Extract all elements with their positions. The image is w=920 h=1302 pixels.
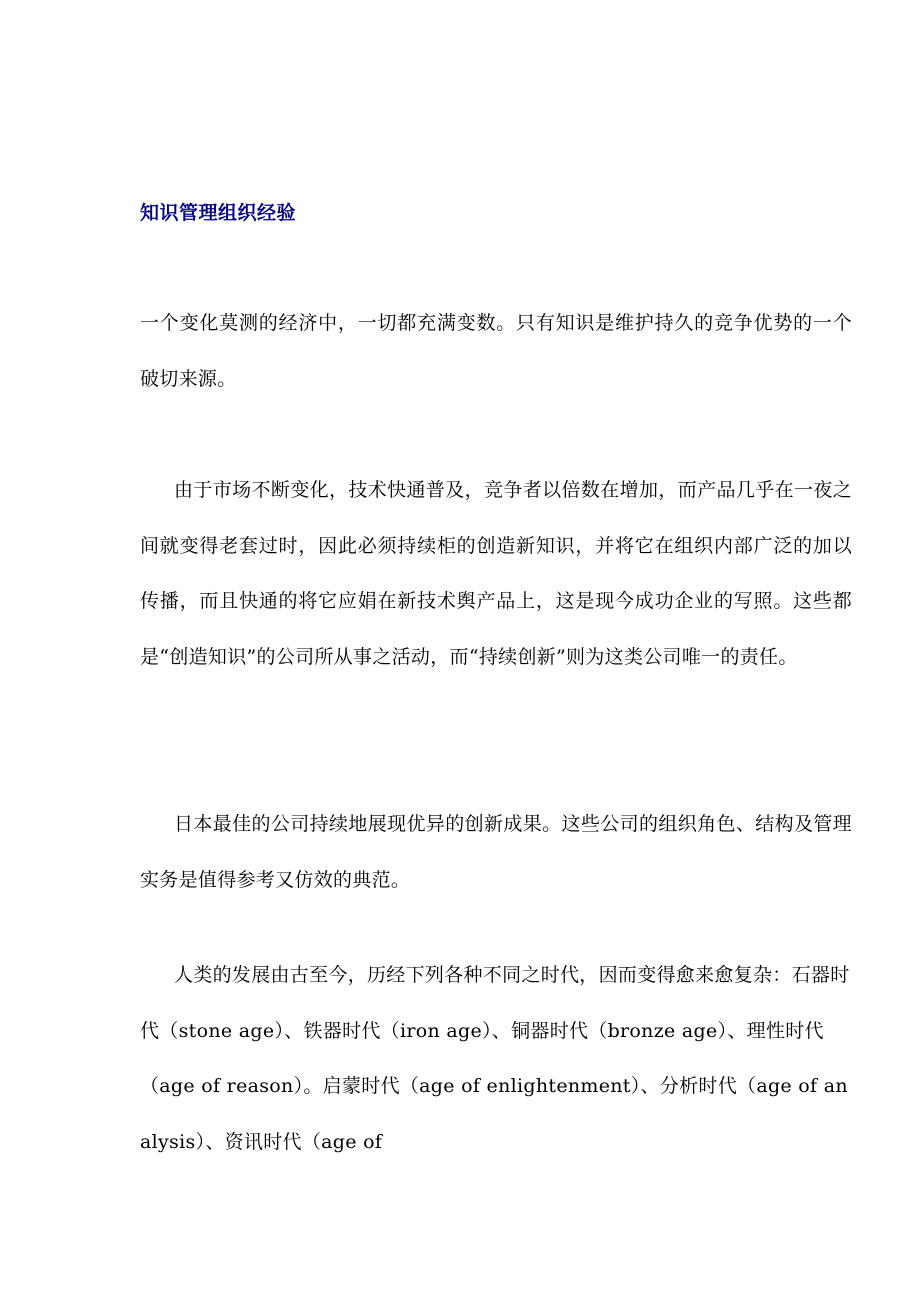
paragraph-market-change: 由于市场不断变化，技术快通普及，竞争者以倍数在增加，而产品几乎在一夜之间就变得老套过时，因此必须持续柜的创造新知识，并将它在组织内部广泛的加以传播，而且快通的将它应娟在新技术舆产品上，这是现今成功企业的写照。这些都是“创造知识”的公司所从事之活动，而“持续创新”则为这类公司唯一的责任。 bbox=[140, 479, 852, 668]
paragraph-intro: 一个变化莫测的经济中，一切都充满变数。只有知识是维护持久的竞争优势的一个破切来源。 bbox=[140, 312, 852, 390]
paragraph-human-ages: 人类的发展由古至今，历经下列各种不同之时代，因而变得愈来愈复杂：石器时代（stone age）、铁器时代（iron age）、铜器时代（bronze age）、理性时代（age of reason）。启蒙时代（age of enlightenment）、分析时代（age of analysis）、资讯时代（age of bbox=[140, 964, 850, 1153]
document-title: 知识管理组织经验 bbox=[140, 202, 297, 224]
paragraph-japanese-companies: 日本最佳的公司持续地展现优异的创新成果。这些公司的组织角色、结构及管理实务是值得参考又仿效的典范。 bbox=[140, 813, 852, 891]
